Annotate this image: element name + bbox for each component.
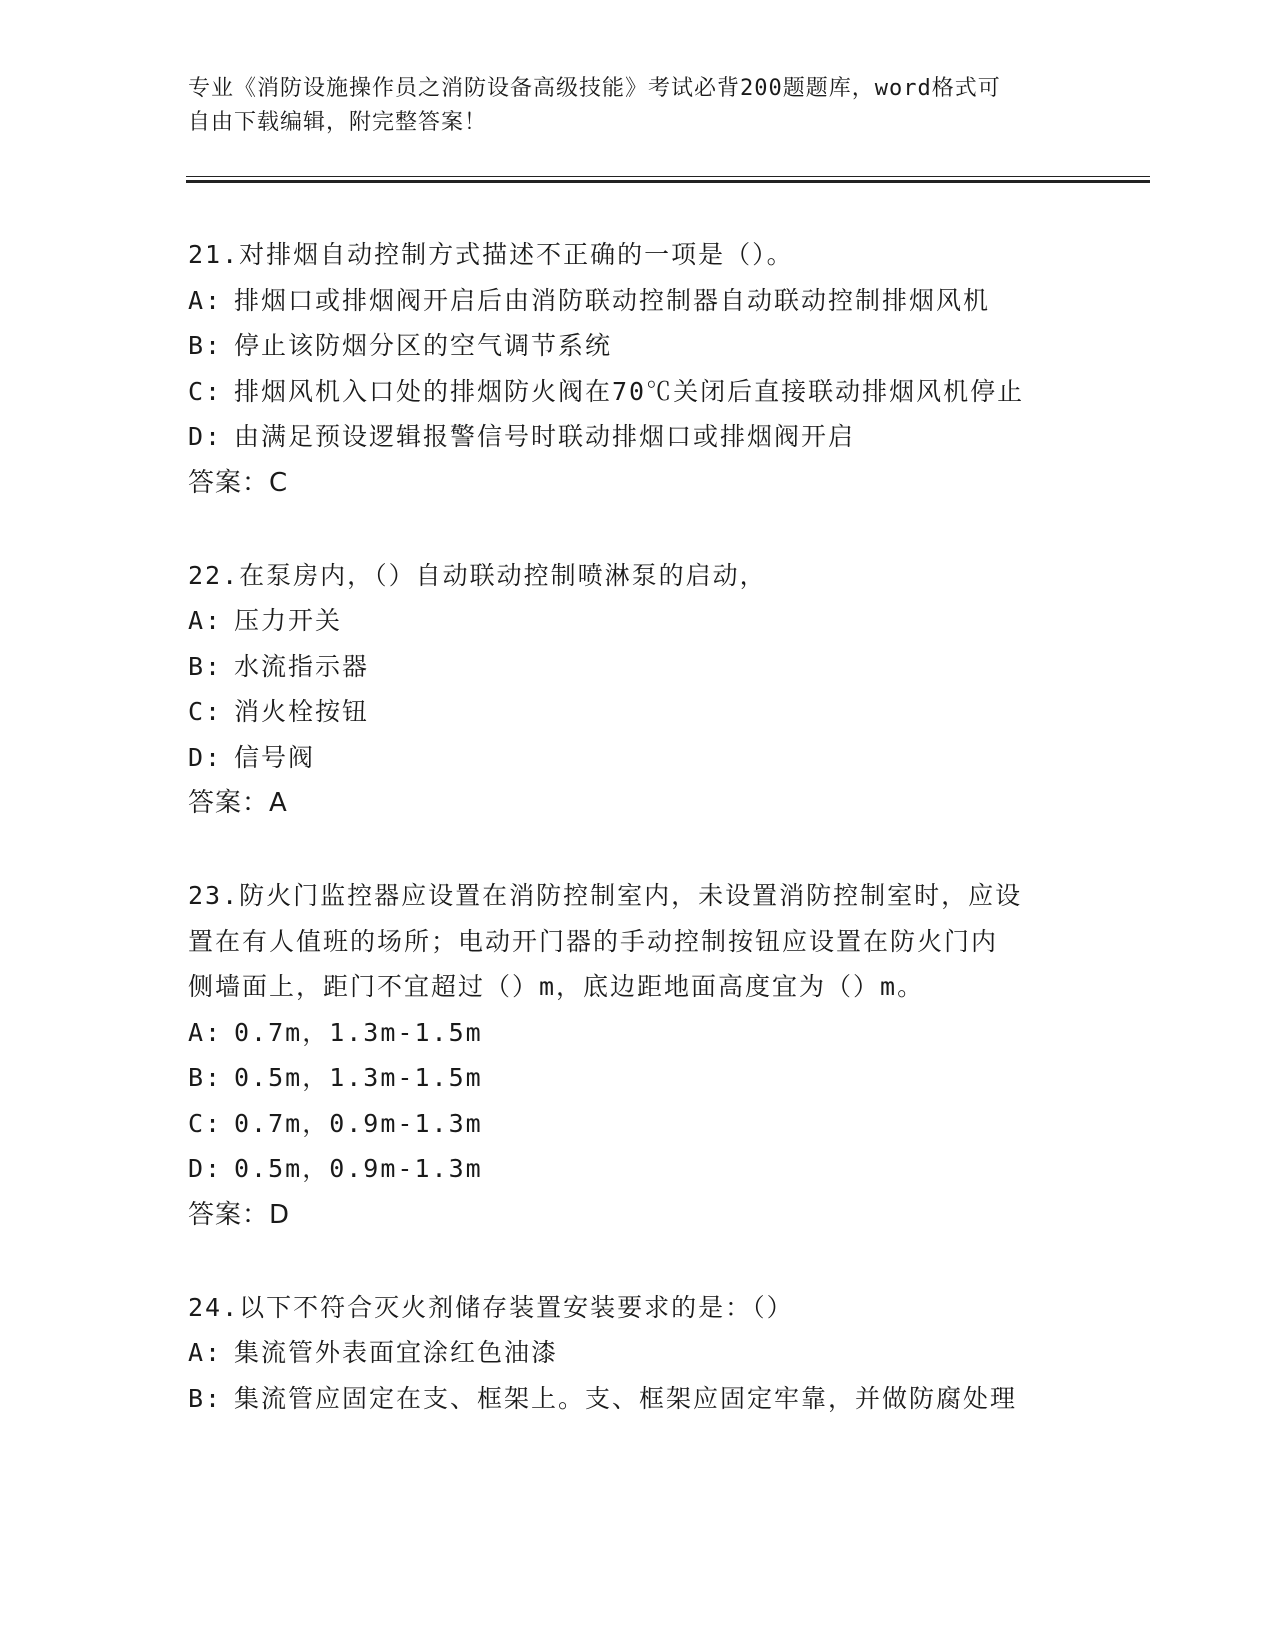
question-stem-line-3: 侧墙面上，距门不宜超过（）m，底边距地面高度宜为（）m。	[188, 972, 925, 1001]
option-a	[188, 278, 1148, 324]
option-text: 0.7m，0.9m-1.3m	[234, 1108, 483, 1138]
question-block	[188, 873, 1148, 1238]
option-label: A:	[188, 1338, 223, 1367]
question-block	[188, 553, 1148, 827]
option-text: 排烟风机入口处的排烟防火阀在70℃关闭后直接联动排烟风机停止	[234, 376, 1025, 406]
option-text: 集流管外表面宜涂红色油漆	[234, 1338, 559, 1367]
option-c	[188, 369, 1148, 415]
option-text: 停止该防烟分区的空气调节系统	[234, 331, 613, 360]
option-d	[188, 1146, 1148, 1192]
option-text: 排烟口或排烟阀开启后由消防联动控制器自动联动控制排烟风机	[234, 285, 991, 315]
option-a	[188, 598, 1148, 644]
option-label: A:	[188, 1017, 223, 1047]
option-text: 由满足预设逻辑报警信号时联动排烟口或排烟阀开启	[234, 422, 856, 451]
option-label: C:	[188, 1108, 223, 1138]
question-block	[188, 1285, 1148, 1422]
option-b	[188, 1376, 1148, 1422]
document-header	[188, 72, 1088, 140]
option-label: D:	[188, 1154, 223, 1183]
option-label: D:	[188, 742, 223, 772]
option-text: 压力开关	[234, 606, 343, 635]
question-stem-line-1: 23.防火门监控器应设置在消防控制室内，未设置消防控制室时，应设	[188, 881, 1023, 910]
option-text: 0.5m，1.3m-1.5m	[234, 1063, 483, 1092]
option-text: 消火栓按钮	[234, 697, 370, 726]
option-d	[188, 735, 1148, 781]
option-text: 集流管应固定在支、框架上。支、框架应固定牢靠，并做防腐处理	[234, 1383, 1018, 1413]
option-b	[188, 1055, 1148, 1101]
question-stem: 21.对排烟自动控制方式描述不正确的一项是（）。	[188, 240, 794, 269]
question-stem: 24.以下不符合灭火剂储存装置安装要求的是：（）	[188, 1292, 794, 1322]
option-label: B:	[188, 1063, 223, 1092]
option-label: B:	[188, 1383, 223, 1413]
option-text: 0.5m，0.9m-1.3m	[234, 1154, 483, 1183]
answer-line: 答案：A	[188, 788, 288, 818]
question-list	[188, 232, 1148, 1468]
option-label: A:	[188, 285, 223, 315]
answer-line: 答案：C	[188, 467, 289, 498]
option-d	[188, 414, 1148, 460]
option-label: D:	[188, 422, 223, 451]
option-b	[188, 323, 1148, 369]
header-divider-thick	[186, 180, 1150, 183]
option-a	[188, 1330, 1148, 1376]
question-stem-line-2: 置在有人值班的场所；电动开门器的手动控制按钮应设置在防火门内	[188, 926, 999, 956]
question-block	[188, 232, 1148, 506]
header-line-2: 自由下载编辑，附完整答案！	[188, 110, 488, 135]
option-label: C:	[188, 697, 223, 726]
option-label: B:	[188, 651, 223, 681]
option-label: C:	[188, 376, 223, 406]
option-a	[188, 1010, 1148, 1056]
answer-line: 答案：D	[188, 1199, 291, 1230]
option-text: 0.7m，1.3m-1.5m	[234, 1017, 483, 1047]
option-text: 信号阀	[234, 742, 316, 772]
header-line-1: 专业《消防设施操作员之消防设备高级技能》考试必背200题题库，word格式可	[188, 76, 1001, 101]
question-stem: 22.在泵房内，（）自动联动控制喷淋泵的启动，	[188, 560, 767, 590]
option-b	[188, 644, 1148, 690]
option-label: B:	[188, 331, 223, 360]
option-label: A:	[188, 606, 223, 635]
option-c	[188, 689, 1148, 735]
option-c	[188, 1101, 1148, 1147]
option-text: 水流指示器	[234, 651, 370, 681]
header-divider-thin	[186, 176, 1150, 177]
